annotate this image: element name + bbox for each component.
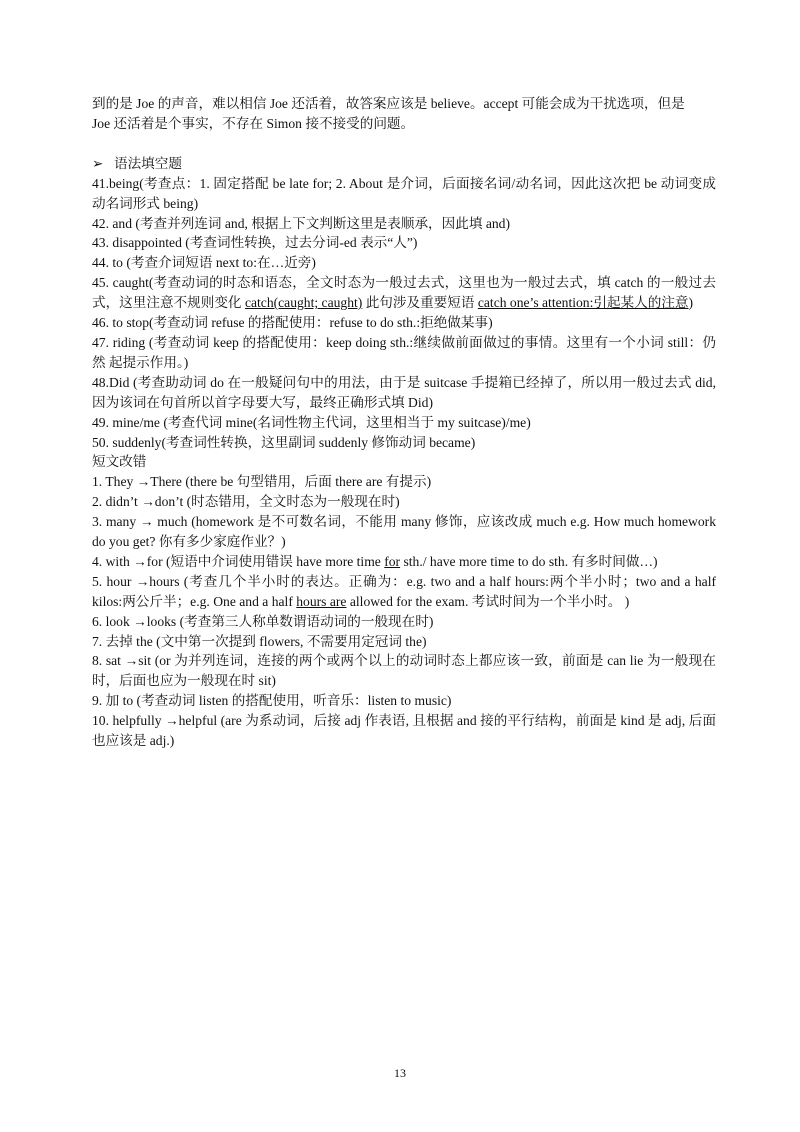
- answer-45: 45. caught(考查动词的时态和语态，全文时态为一般过去式，这里也为一般过去式，填 catch 的一般过去式，这里注意不规则变化 catch(caught; caught) 此句涉及重要短语 catch one’s attention:引起某人的注意): [92, 275, 716, 311]
- correction-6: 6. look →looks (考查第三人称单数谓语动词的一般现在时): [92, 613, 434, 629]
- answer-47: 47. riding (考查动词 keep 的搭配使用：keep doing sth.:继续做前面做过的事情。这里有一个小词 still：仍然 起提示作用。): [92, 334, 716, 370]
- correction-7: 7. 去掉 the (文中第一次提到 flowers, 不需要用定冠词 the): [92, 633, 427, 649]
- underlined-phrase: catch(caught; caught): [244, 295, 363, 311]
- correction-9: 9. 加 to (考查动词 listen 的搭配使用，听音乐：listen to music): [92, 693, 452, 709]
- intro-line-1: 到的是 Joe 的声音，难以相信 Joe 还活着，故答案应该是 believe。accept 可能会成为干扰选项，但是: [92, 96, 685, 111]
- correction-2: 2. didn’t →don’t (时态错用，全文时态为一般现在时): [92, 494, 400, 510]
- grammar-heading: [92, 154, 716, 174]
- section-title: 语法填空题: [114, 155, 182, 171]
- intro-line-2: Joe 还活着是个事实，不存在 Simon 接不接受的问题。: [92, 115, 415, 131]
- answer-43: 43. disappointed (考查词性转换，过去分词-ed 表示“人”): [92, 235, 418, 251]
- answer-44: 44. to (考查介词短语 next to:在…近旁): [92, 255, 316, 271]
- answer-46: 46. to stop(考查动词 refuse 的搭配使用：refuse to do sth.:拒绝做某事): [92, 315, 493, 331]
- spacer: [92, 134, 716, 154]
- document-body: [92, 94, 716, 751]
- answer-50: 50. suddenly(考查词性转换，这里副词 suddenly 修饰动词 became): [92, 434, 476, 450]
- correction-10: 10. helpfully →helpful (are 为系动词，后接 adj 作表语, 且根据 and 接的平行结构，前面是 kind 是 adj, 后面也应该是 adj.): [92, 713, 716, 749]
- underlined-phrase: catch one’s attention:引起某人的注意: [477, 295, 689, 311]
- answer-48: 48.Did (考查助动词 do 在一般疑问句中的用法，由于是 suitcase 手提箱已经掉了，所以用一般过去式 did, 因为该词在句首所以首字母要大写，最终正确形式填 Did): [92, 374, 716, 410]
- arrow-bullet-icon: ➢: [92, 155, 104, 171]
- underlined-phrase: hours are: [296, 593, 347, 609]
- correction-8: 8. sat →sit (or 为并列连词，连接的两个或两个以上的动词时态上都应该一致，前面是 can lie 为一般现在时，后面也应为一般现在时 sit): [92, 653, 716, 689]
- correction-5: 5. hour →hours (考查几个半小时的表达。正确为：e.g. two and a half hours:两个半小时；two and a half kilos:两公斤半；e.g. One and a half hours are allowed for the exam. 考试时间为一个半小时。 ): [92, 573, 716, 609]
- page-number: 13: [394, 1066, 406, 1080]
- answer-42: 42. and (考查并列连词 and, 根据上下文判断这里是表顺承，因此填 and): [92, 215, 510, 231]
- correction-heading: 短文改错: [92, 454, 147, 470]
- correction-4: 4. with →for (短语中介词使用错误 have more time for sth./ have more time to do sth. 有多时间做…): [92, 553, 658, 569]
- correction-3: 3. many → much (homework 是不可数名词，不能用 many 修饰，应该改成 much e.g. How much homework do you get? 你有多少家庭作业？): [92, 514, 716, 550]
- underlined-word: for: [384, 553, 401, 569]
- answer-41: 41.being(考查点：1. 固定搭配 be late for; 2. About 是介词，后面接名词/动名词，因此这次把 be 动词变成动名词形式 being): [92, 175, 716, 211]
- correction-1: 1. They →There (there be 句型错用，后面 there are 有提示): [92, 474, 432, 490]
- answer-49: 49. mine/me (考查代词 mine(名词性物主代词，这里相当于 my suitcase)/me): [92, 414, 531, 430]
